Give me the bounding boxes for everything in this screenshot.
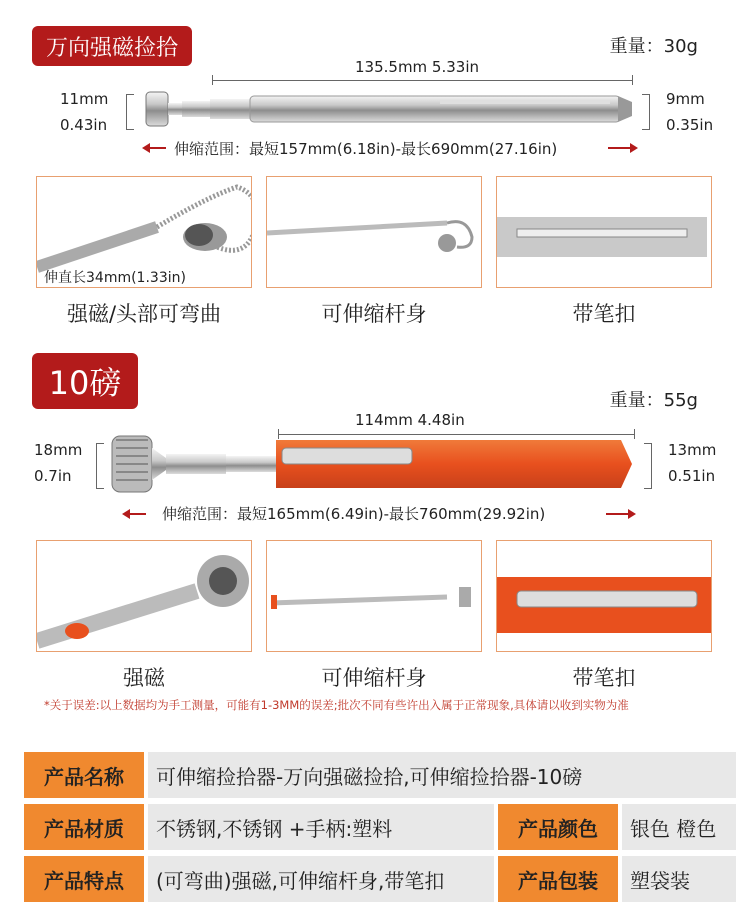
tail-size-in: 0.35in xyxy=(666,116,714,134)
measurement-error-note: *关于误差:以上数据均为手工测量，可能有1-3MM的误差;批次不同有些许出入属于正常现象,具体请以收到实物为准 xyxy=(44,698,629,712)
product-badge-10lb: 10磅 xyxy=(32,353,138,409)
dimension-tick xyxy=(212,75,213,85)
label-packaging: 产品包装 xyxy=(498,856,618,902)
value-material: 不锈钢,不锈钢 +手柄:塑料 xyxy=(148,804,494,850)
pen-pickup-image xyxy=(140,88,640,134)
caption-telescopic: 可伸缩杆身 xyxy=(321,666,427,690)
length-label: 114mm 4.48in xyxy=(355,411,465,429)
straight-length-note: 伸直长34mm(1.33in) xyxy=(44,270,186,286)
value-color: 银色 橙色 xyxy=(622,804,736,850)
tail-bracket xyxy=(642,94,650,130)
tail-size-mm: 13mm xyxy=(668,441,717,459)
label-material: 产品材质 xyxy=(24,804,144,850)
photo-pen-clip xyxy=(496,540,712,652)
caption-strong-magnet: 强磁 xyxy=(123,666,165,690)
photo-telescopic-body xyxy=(266,540,482,652)
caption-pen-clip: 带笔扣 xyxy=(572,666,636,690)
weight-label: 重量：30g xyxy=(609,36,698,57)
label-color: 产品颜色 xyxy=(498,804,618,850)
range-label: 伸缩范围：最短157mm(6.18in)-最长690mm(27.16in) xyxy=(174,140,558,158)
range-arrow-right xyxy=(606,513,630,515)
value-product-name: 可伸缩捡拾器-万向强磁捡拾,可伸缩捡拾器-10磅 xyxy=(148,752,736,798)
caption-pen-clip: 带笔扣 xyxy=(572,302,636,326)
caption-telescopic: 可伸缩杆身 xyxy=(321,302,427,326)
length-label: 135.5mm 5.33in xyxy=(355,58,480,76)
tail-bracket xyxy=(644,443,652,489)
weight-label: 重量：55g xyxy=(609,390,698,411)
tail-size-mm: 9mm xyxy=(666,90,705,108)
tail-size-in: 0.51in xyxy=(668,467,716,485)
product-badge-universal: 万向强磁捡拾 xyxy=(32,26,192,66)
value-packaging: 塑袋装 xyxy=(622,856,736,902)
head-bracket xyxy=(126,94,134,130)
photo-telescopic-body xyxy=(266,176,482,288)
value-features: (可弯曲)强磁,可伸缩杆身,带笔扣 xyxy=(148,856,494,902)
photo-strong-magnet xyxy=(36,540,252,652)
head-size-mm: 18mm xyxy=(34,441,83,459)
head-bracket xyxy=(96,443,104,489)
range-label: 伸缩范围：最短165mm(6.49in)-最长760mm(29.92in) xyxy=(162,505,546,523)
photo-pen-clip xyxy=(496,176,712,288)
range-arrow-left xyxy=(128,513,146,515)
length-dimension-line xyxy=(212,80,632,81)
dimension-tick xyxy=(632,75,633,85)
label-features: 产品特点 xyxy=(24,856,144,902)
label-product-name: 产品名称 xyxy=(24,752,144,798)
head-size-mm: 11mm xyxy=(60,90,109,108)
range-arrow-right xyxy=(608,147,632,149)
caption-flexible-head: 强磁/头部可弯曲 xyxy=(66,302,222,326)
pen-pickup-10lb-image xyxy=(106,434,646,498)
range-arrow-left xyxy=(148,147,166,149)
head-size-in: 0.43in xyxy=(60,116,108,134)
head-size-in: 0.7in xyxy=(34,467,72,485)
